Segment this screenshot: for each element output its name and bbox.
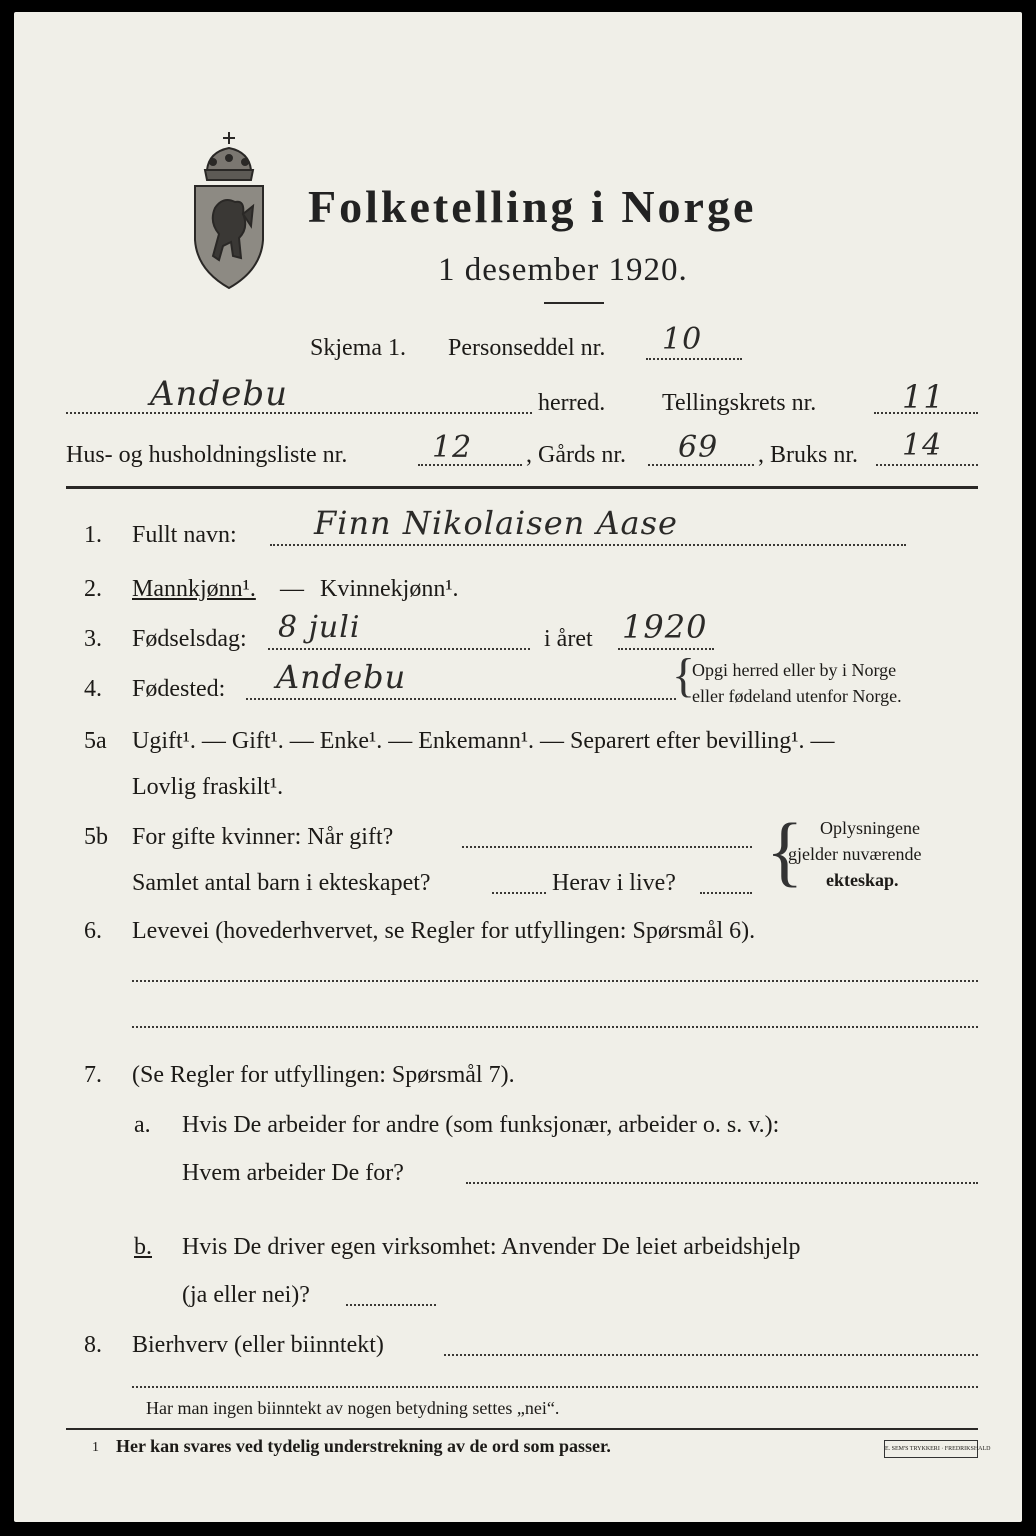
q8-label: Bierhverv (eller biinntekt) bbox=[132, 1332, 384, 1358]
q4-note-2: eller fødeland utenfor Norge. bbox=[692, 686, 902, 706]
birthday-value: 8 juli bbox=[278, 610, 361, 645]
occupation-line-1 bbox=[132, 980, 978, 982]
q5b-note-1: Oplysningene bbox=[820, 818, 920, 838]
personseddel-value: 10 bbox=[662, 322, 703, 357]
printer-mark: E. SEM'S TRYKKERI · FREDRIKSHALD bbox=[884, 1440, 978, 1458]
q1-number: 1. bbox=[84, 522, 102, 548]
employer-line bbox=[466, 1182, 978, 1184]
herred-label: herred. bbox=[538, 390, 606, 416]
children-count-line bbox=[492, 892, 546, 894]
form-title: Folketelling i Norge bbox=[308, 181, 757, 232]
q5b-note-3: ekteskap. bbox=[826, 870, 899, 890]
q5b-note-2: gjelder nuværende bbox=[788, 844, 922, 864]
gender-female-option: Kvinnekjønn¹. bbox=[320, 576, 459, 602]
q2-number: 2. bbox=[84, 576, 102, 602]
children-alive-line bbox=[700, 892, 752, 894]
q6-number: 6. bbox=[84, 918, 102, 944]
q5b-brace: { bbox=[766, 807, 804, 894]
herred-value: Andebu bbox=[150, 374, 288, 414]
q7a-letter: a. bbox=[134, 1112, 151, 1138]
bruks-label: , Bruks nr. bbox=[758, 442, 859, 468]
bruks-line bbox=[876, 464, 978, 466]
gender-separator: — bbox=[280, 576, 304, 602]
herred-line bbox=[66, 412, 532, 414]
no-side-income-note: Har man ingen biinntekt av nogen betydning settes „nei“. bbox=[146, 1398, 560, 1418]
personseddel-line bbox=[646, 358, 742, 360]
divorced-option: Lovlig fraskilt¹. bbox=[132, 774, 284, 800]
married-when-label: For gifte kvinner: Når gift? bbox=[132, 824, 394, 850]
q3-label: Fødselsdag: bbox=[132, 626, 247, 652]
q4-brace: { bbox=[672, 649, 696, 702]
q4-number: 4. bbox=[84, 676, 102, 702]
q7b-answer-label: (ja eller nei)? bbox=[182, 1282, 310, 1308]
year-line bbox=[618, 648, 714, 650]
side-income-line-1 bbox=[444, 1354, 978, 1356]
q8-number: 8. bbox=[84, 1332, 102, 1358]
full-name-value: Finn Nikolaisen Aase bbox=[314, 504, 678, 542]
q4-label: Fødested: bbox=[132, 676, 226, 702]
skjema-label: Skjema 1. bbox=[310, 335, 406, 361]
husliste-label: Hus- og husholdningsliste nr. bbox=[66, 442, 348, 468]
bruks-value: 14 bbox=[902, 428, 943, 463]
hired-help-line bbox=[346, 1304, 436, 1306]
q3-line bbox=[268, 648, 530, 650]
q1-line bbox=[270, 544, 906, 546]
married-when-line bbox=[462, 846, 752, 848]
section-rule bbox=[66, 486, 978, 489]
children-count-label: Samlet antal barn i ekteskapet? bbox=[132, 870, 431, 896]
q6-label: Levevei (hovederhvervet, se Regler for utfyllingen: Spørsmål 6). bbox=[132, 918, 756, 944]
side-income-line-2 bbox=[132, 1386, 978, 1388]
footnote-text: Her kan svares ved tydelig understrekning av de ord som passer. bbox=[116, 1436, 611, 1456]
census-form bbox=[14, 12, 1022, 1522]
gards-label: , Gårds nr. bbox=[526, 442, 626, 468]
q3-number: 3. bbox=[84, 626, 102, 652]
children-alive-label: Herav i live? bbox=[552, 870, 676, 896]
q7-label: (Se Regler for utfyllingen: Spørsmål 7). bbox=[132, 1062, 515, 1088]
title-divider bbox=[544, 302, 604, 304]
q5a-number: 5a bbox=[84, 728, 107, 754]
tellingskrets-value: 11 bbox=[902, 378, 945, 416]
year-label: i året bbox=[544, 626, 593, 652]
q4-line bbox=[246, 698, 676, 700]
q7b-letter: b. bbox=[134, 1234, 152, 1260]
q7b-question: Hvis De driver egen virksomhet: Anvender De leiet arbeidshjelp bbox=[182, 1234, 801, 1260]
marital-status-options: Ugift¹. — Gift¹. — Enke¹. — Enkemann¹. — Separert efter bevilling¹. — bbox=[132, 728, 835, 754]
q5b-number: 5b bbox=[84, 824, 108, 850]
birthplace-value: Andebu bbox=[276, 658, 407, 696]
occupation-line-2 bbox=[132, 1026, 978, 1028]
personseddel-label: Personseddel nr. bbox=[448, 335, 606, 361]
q7-number: 7. bbox=[84, 1062, 102, 1088]
husliste-value: 12 bbox=[432, 430, 473, 465]
coat-of-arms-icon bbox=[189, 130, 269, 292]
q7a-question: Hvis De arbeider for andre (som funksjonær, arbeider o. s. v.): bbox=[182, 1112, 780, 1138]
footer-rule bbox=[66, 1428, 978, 1430]
birth-year-value: 1920 bbox=[622, 608, 708, 646]
footnote-mark: 1 bbox=[92, 1440, 99, 1455]
gender-male-option: Mannkjønn¹. bbox=[132, 576, 256, 602]
census-date: 1 desember 1920. bbox=[438, 252, 688, 288]
q1-label: Fullt navn: bbox=[132, 522, 237, 548]
q7a-employer-label: Hvem arbeider De for? bbox=[182, 1160, 404, 1186]
tellingskrets-label: Tellingskrets nr. bbox=[662, 390, 817, 416]
q4-note-1: Opgi herred eller by i Norge bbox=[692, 660, 897, 680]
gards-value: 69 bbox=[678, 430, 719, 465]
